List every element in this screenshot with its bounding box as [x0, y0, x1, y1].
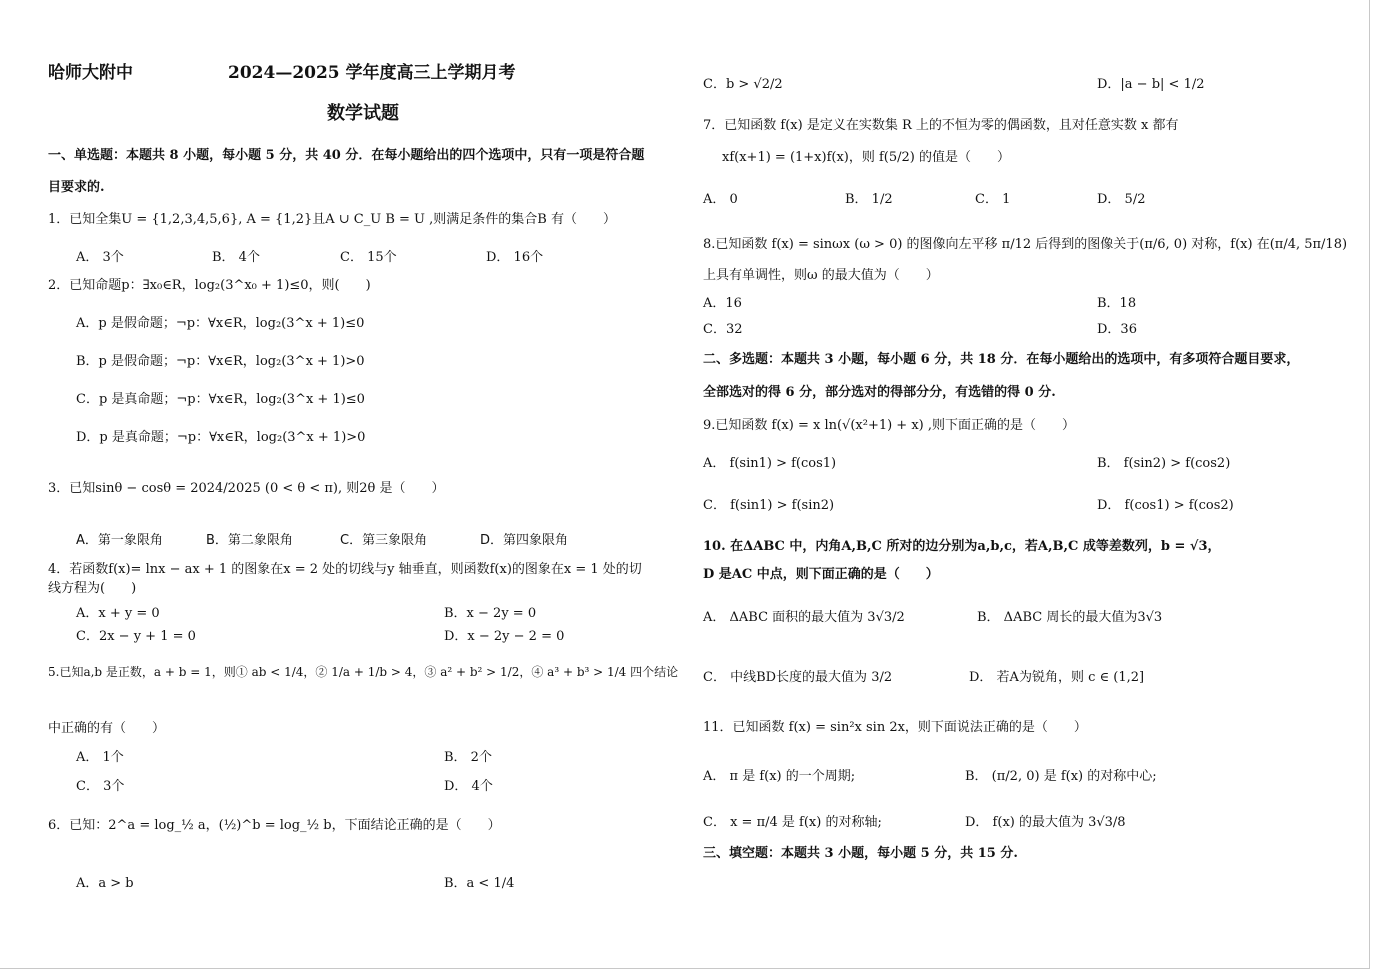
question-9: 9.已知函数 f(x) = x ln(√(x²+1) + x) ,则下面正确的是（ ）	[703, 418, 1076, 433]
q10-option-a: A． ΔABC 面积的最大值为 3√3/2	[703, 610, 905, 625]
question-10: 10. 在ΔABC 中，内角A,B,C 所对的边分别为a,b,c，若A,B,C 成等差数列，b = √3，	[703, 539, 1221, 554]
q2-option-c: C．p 是真命题；¬p：∀x∈R，log₂(3^x + 1)≤0	[76, 392, 365, 407]
q5-option-c: C． 3个	[76, 779, 125, 794]
q11-option-b: B． (π/2, 0) 是 f(x) 的对称中心;	[965, 769, 1157, 784]
q5-option-a: A． 1个	[76, 750, 124, 765]
q3-option-a: A．第一象限角	[76, 533, 163, 548]
q6-option-b: B．a < 1/4	[444, 876, 515, 891]
question-8: 8.已知函数 f(x) = sinωx (ω > 0) 的图像向左平移 π/12 后得到的图像关于(π/6, 0) 对称，f(x) 在(π/4, 5π/18)	[703, 237, 1348, 252]
section2-heading-cont: 全部选对的得 6 分，部分选对的得部分分，有选错的得 0 分.	[703, 385, 1056, 400]
question-8-cont: 上具有单调性，则ω 的最大值为（ ）	[703, 268, 939, 283]
q10-option-c: C． 中线BD长度的最大值为 3/2	[703, 670, 893, 685]
q3-option-b: B．第二象限角	[206, 533, 293, 548]
q8-option-b: B．18	[1097, 296, 1137, 311]
q4-option-d: D．x − 2y − 2 = 0	[444, 629, 565, 644]
section2-heading: 二、多选题：本题共 3 小题，每小题 6 分，共 18 分．在每小题给出的选项中，有多项符合题目要求，	[703, 352, 1300, 367]
q2-option-b: B．p 是假命题；¬p：∀x∈R，log₂(3^x + 1)>0	[76, 354, 365, 369]
q6-option-d: D．|a − b| < 1/2	[1097, 77, 1205, 92]
q5-option-b: B． 2个	[444, 750, 492, 765]
section1-heading-cont: 目要求的.	[48, 180, 105, 195]
q9-option-d: D． f(cos1) > f(cos2)	[1097, 498, 1234, 513]
question-11: 11．已知函数 f(x) = sin²x sin 2x，则下面说法正确的是（ ）	[703, 720, 1087, 735]
question-7: 7．已知函数 f(x) 是定义在实数集 R 上的不恒为零的偶函数，且对任意实数 x 都有	[703, 118, 1179, 133]
q7-option-b: B． 1/2	[845, 192, 893, 207]
q10-option-b: B． ΔABC 周长的最大值为3√3	[977, 610, 1163, 625]
q2-option-d: D．p 是真命题；¬p：∀x∈R，log₂(3^x + 1)>0	[76, 430, 366, 445]
q1-option-b: B． 4个	[212, 250, 260, 265]
q8-option-c: C．32	[703, 322, 743, 337]
q11-option-c: C． x = π/4 是 f(x) 的对称轴;	[703, 815, 882, 830]
q9-option-b: B． f(sin2) > f(cos2)	[1097, 456, 1231, 471]
q11-option-a: A． π 是 f(x) 的一个周期;	[703, 769, 856, 784]
q9-option-c: C． f(sin1) > f(sin2)	[703, 498, 835, 513]
q10-option-d: D． 若A为锐角，则 c ∈ (1,2]	[969, 670, 1145, 685]
q3-option-c: C．第三象限角	[340, 533, 428, 548]
question-6: 6．已知：2^a = log_½ a，(½)^b = log_½ b，下面结论正确的是（ ）	[48, 818, 501, 833]
q2-option-a: A．p 是假命题；¬p：∀x∈R，log₂(3^x + 1)≤0	[76, 316, 365, 331]
q4-option-b: B．x − 2y = 0	[444, 606, 537, 621]
q8-option-d: D．36	[1097, 322, 1137, 337]
section3-heading: 三、填空题：本题共 3 小题，每小题 5 分，共 15 分.	[703, 846, 1018, 861]
q4-option-c: C．2x − y + 1 = 0	[76, 629, 196, 644]
subject-title: 数学试题	[327, 103, 399, 124]
q1-option-d: D． 16个	[486, 250, 544, 265]
q4-option-a: A．x + y = 0	[76, 606, 160, 621]
section1-heading: 一、单选题：本题共 8 小题，每小题 5 分，共 40 分．在每小题给出的四个选项中，只有一项是符合题	[48, 148, 645, 163]
q7-option-a: A． 0	[703, 192, 738, 207]
q5-option-d: D． 4个	[444, 779, 493, 794]
question-7-cont: xf(x+1) = (1+x)f(x)，则 f(5/2) 的值是（ ）	[722, 150, 1011, 165]
question-4: 4．若函数f(x)= lnx − ax + 1 的图象在x = 2 处的切线与y 轴垂直，则函数f(x)的图象在x = 1 处的切	[48, 562, 642, 577]
question-3: 3．已知sinθ − cosθ = 2024/2025 (0 < θ < π), 则2θ 是（ ）	[48, 481, 445, 496]
question-10-cont: D 是AC 中点，则下面正确的是（ ）	[703, 567, 939, 582]
q3-option-d: D．第四象限角	[480, 533, 569, 548]
q11-option-d: D． f(x) 的最大值为 3√3/8	[965, 815, 1126, 830]
q1-option-c: C． 15个	[340, 250, 397, 265]
exam-title: 2024—2025 学年度高三上学期月考	[228, 63, 516, 83]
q6-option-a: A．a > b	[76, 876, 134, 891]
q7-option-c: C． 1	[975, 192, 1011, 207]
q1-option-a: A． 3个	[76, 250, 124, 265]
question-4-cont: 线方程为( )	[48, 581, 137, 596]
question-1: 1．已知全集U = {1,2,3,4,5,6}, A = {1,2}且A ∪ C_U B = U ,则满足条件的集合B 有（ ）	[48, 212, 616, 227]
q7-option-d: D． 5/2	[1097, 192, 1146, 207]
school-name: 哈师大附中	[48, 63, 133, 83]
q9-option-a: A． f(sin1) > f(cos1)	[703, 456, 837, 471]
question-5-cont: 中正确的有（ ）	[48, 721, 166, 736]
q6-option-c: C．b > √2/2	[703, 77, 783, 92]
question-5: 5.已知a,b 是正数，a + b = 1，则① ab < 1/4，② 1/a + 1/b > 4，③ a² + b² > 1/2，④ a³ + b³ > 1/4 四个结论	[48, 665, 679, 679]
q8-option-a: A．16	[703, 296, 742, 311]
question-2: 2．已知命题p：∃x₀∈R，log₂(3^x₀ + 1)≤0，则( )	[48, 278, 371, 293]
